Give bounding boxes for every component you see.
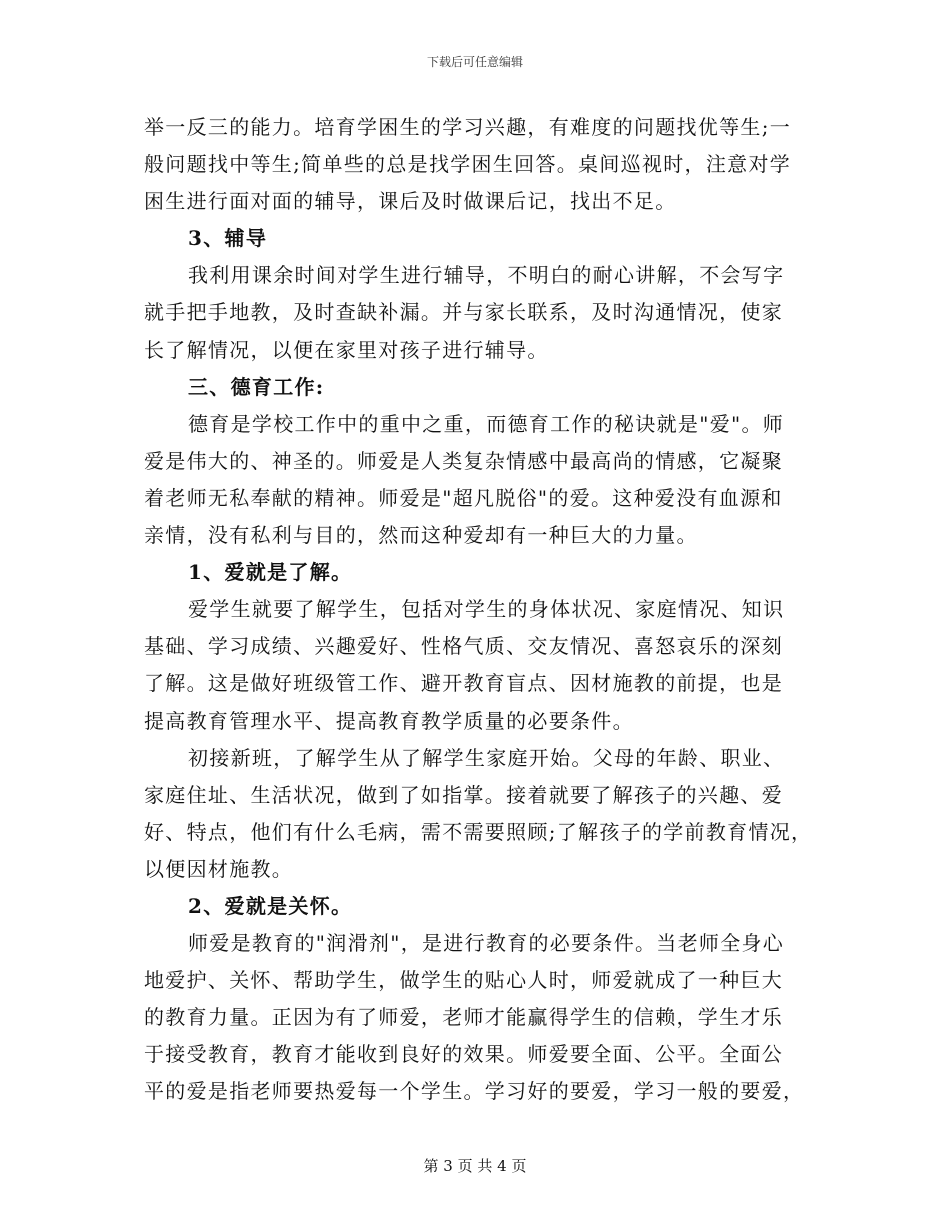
body-line: 于接受教育，教育才能收到良好的效果。师爱要全面、公平。全面公 xyxy=(144,1042,783,1067)
section-heading-tutoring: 3、辅导 xyxy=(188,226,268,251)
body-line: 爱是伟大的、神圣的。师爱是人类复杂情感中最高尚的情感，它凝聚 xyxy=(144,448,783,473)
document-body xyxy=(144,109,812,1111)
body-line: 亲情，没有私利与目的，然而这种爱却有一种巨大的力量。 xyxy=(144,523,698,548)
body-line: 举一反三的能力。培育学困生的学习兴趣，有难度的问题找优等生;一 xyxy=(144,115,792,139)
body-line: 长了解情况，以便在家里对孩子进行辅导。 xyxy=(144,337,549,362)
body-line: 了解。这是做好班级管工作、避开教育盲点、因材施教的前提，也是 xyxy=(144,671,783,696)
section-heading-moral-education: 三、德育工作: xyxy=(188,374,325,399)
body-line: 我利用课余时间对学生进行辅导，不明白的耐心讲解，不会写字 xyxy=(188,263,785,288)
section-heading-love-is-understanding: 1、爱就是了解。 xyxy=(188,560,353,585)
body-line: 德育是学校工作中的重中之重，而德育工作的秘诀就是"爱"。师 xyxy=(188,411,785,436)
body-line: 地爱护、关怀、帮助学生，做学生的贴心人时，师爱就成了一种巨大 xyxy=(144,968,783,993)
body-line: 爱学生就要了解学生，包括对学生的身体状况、家庭情况、知识 xyxy=(188,597,785,622)
body-line: 的教育力量。正因为有了师爱，老师才能赢得学生的信赖，学生才乐 xyxy=(144,1005,783,1030)
body-line: 以便因材施教。 xyxy=(144,856,294,881)
body-line: 家庭住址、生活状况，做到了如指掌。接着就要了解孩子的兴趣、爱 xyxy=(144,782,783,807)
body-line: 平的爱是指老师要热爱每一个学生。学习好的要爱，学习一般的要爱， xyxy=(144,1079,805,1104)
body-line: 困生进行面对面的辅导，课后及时做课后记，找出不足。 xyxy=(144,189,677,214)
section-heading-love-is-care: 2、爱就是关怀。 xyxy=(188,893,353,918)
body-line: 初接新班，了解学生从了解学生家庭开始。父母的年龄、职业、 xyxy=(188,745,785,770)
body-line: 着老师无私奉献的精神。师爱是"超凡脱俗"的爱。这种爱没有血源和 xyxy=(144,485,783,510)
body-line: 就手把手地教，及时查缺补漏。并与家长联系，及时沟通情况，使家 xyxy=(144,300,783,325)
body-line: 般问题找中等生;简单些的总是找学困生回答。桌间巡视时，注意对学 xyxy=(144,152,792,177)
page-header-note: 下载后可任意编辑 xyxy=(426,55,523,69)
page-number: 第 3 页 共 4 页 xyxy=(423,1157,527,1175)
body-line: 好、特点，他们有什么毛病，需不需要照顾;了解孩子的学前教育情况， xyxy=(144,819,813,844)
body-line: 提高教育管理水平、提高教育教学质量的必要条件。 xyxy=(144,708,634,733)
body-line: 师爱是教育的"润滑剂"，是进行教育的必要条件。当老师全身心 xyxy=(188,931,785,956)
body-line: 基础、学习成绩、兴趣爱好、性格气质、交友情况、喜怒哀乐的深刻 xyxy=(144,634,783,659)
